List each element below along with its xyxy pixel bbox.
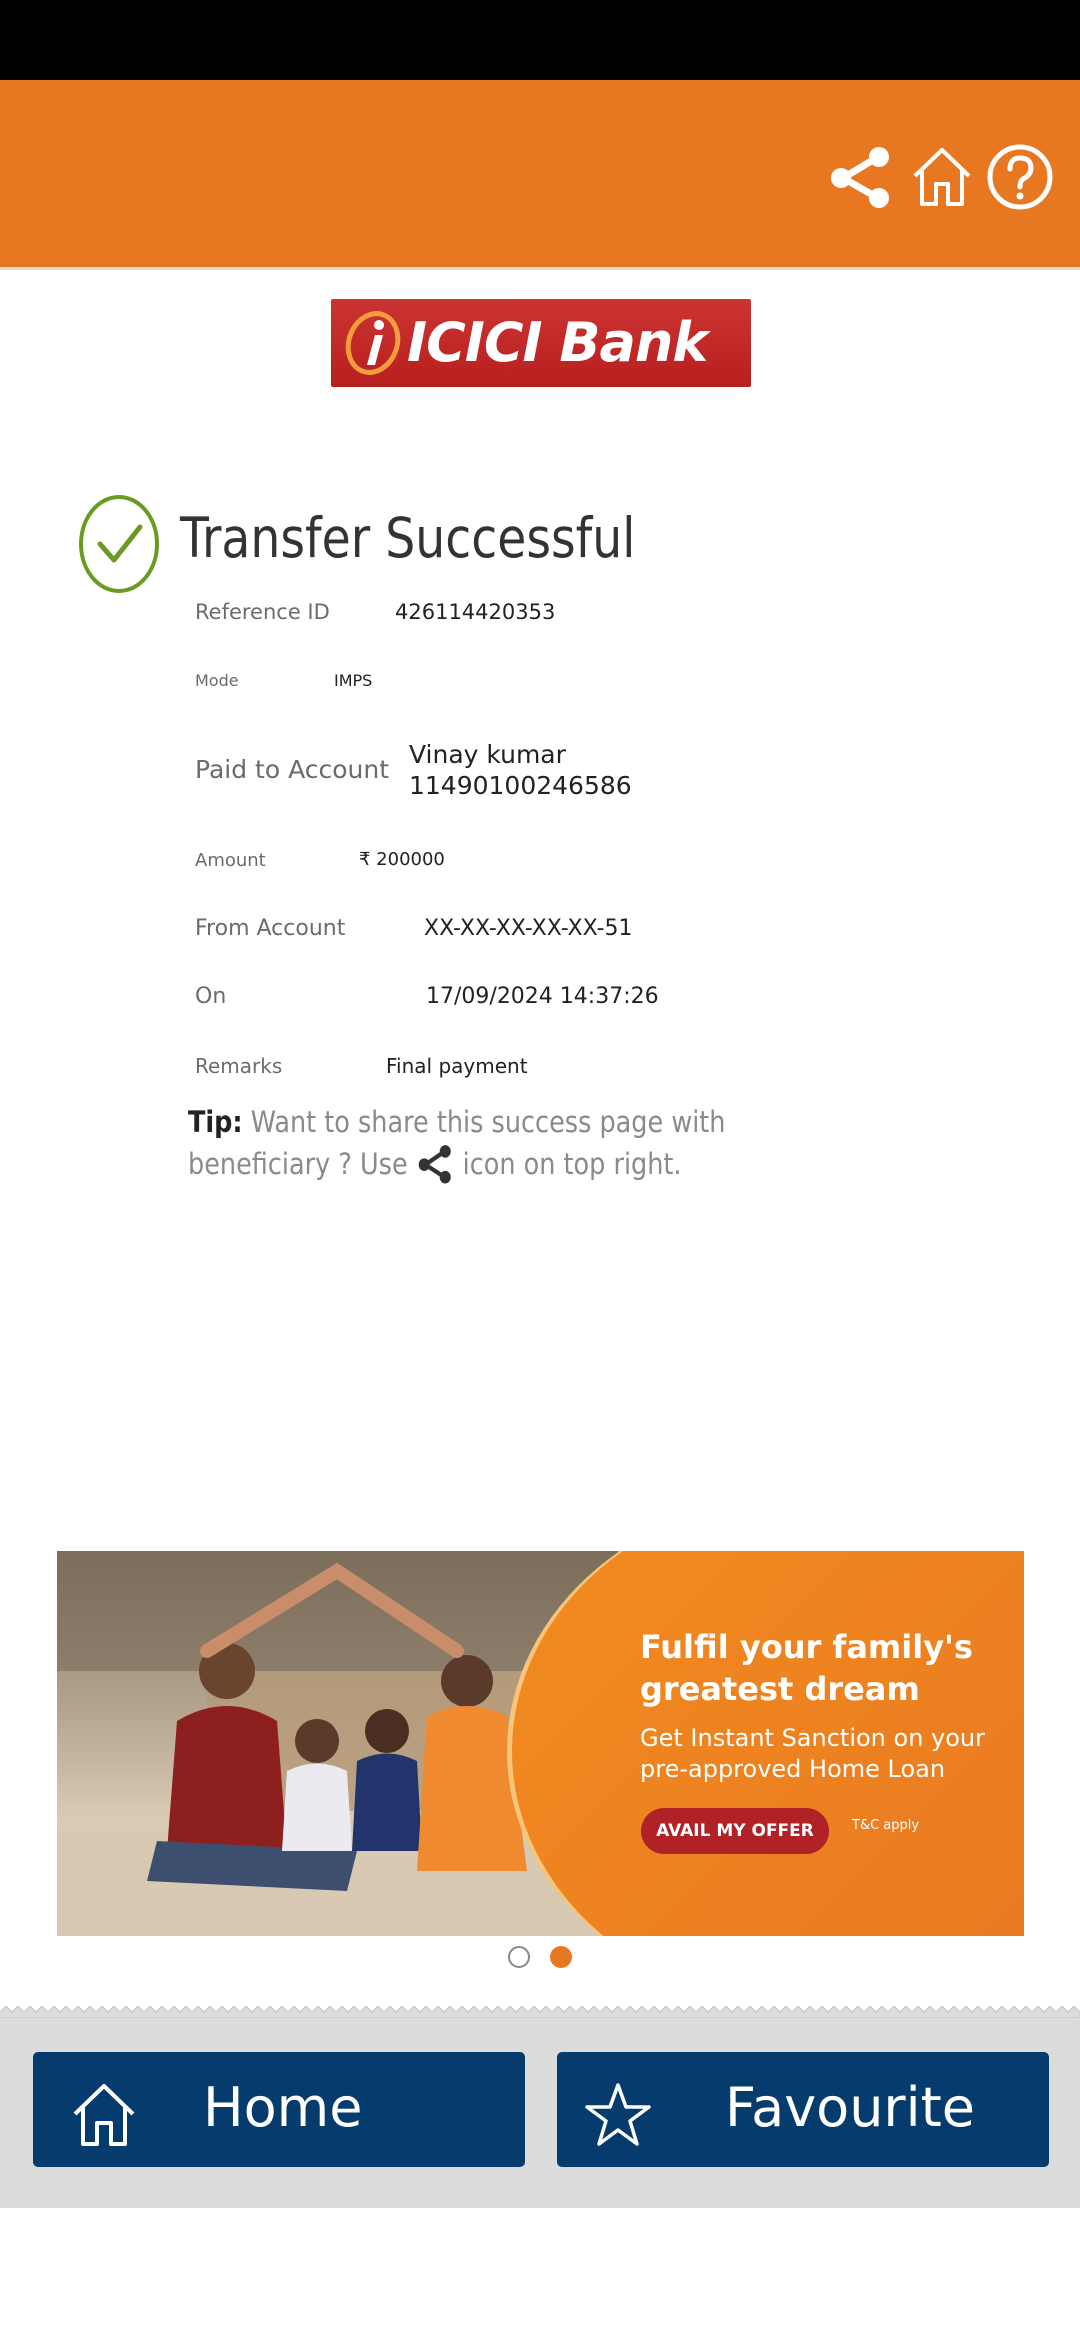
share-icon [416, 1142, 455, 1186]
share-tip [188, 1102, 726, 1186]
footer-zigzag [0, 2006, 1080, 2018]
banner-title [640, 1626, 973, 1710]
tip-line-1: Want to share this success page with [242, 1105, 726, 1139]
mode-label: Mode [195, 671, 239, 690]
paid-to-account: 11490100246586 [409, 771, 632, 800]
carousel-dot-2[interactable] [550, 1946, 572, 1968]
app-header [0, 80, 1080, 270]
home-icon[interactable] [907, 142, 977, 212]
banner-title-line-1: Fulfil your family's [640, 1628, 973, 1666]
tip-line-2a: beneficiary ? Use [188, 1147, 416, 1181]
date-label: On [195, 984, 227, 1009]
amount-label: Amount [195, 850, 266, 871]
avail-offer-button[interactable]: AVAIL MY OFFER [641, 1808, 829, 1854]
help-icon[interactable] [985, 142, 1055, 212]
remarks-label: Remarks [195, 1054, 283, 1078]
from-account-label: From Account [195, 916, 346, 941]
amount-value: ₹ 200000 [359, 849, 445, 870]
paid-to-name: Vinay kumar [409, 740, 566, 769]
banner-title-line-2: greatest dream [640, 1670, 920, 1708]
share-icon[interactable] [826, 142, 896, 212]
banner-sub-line-1: Get Instant Sanction on your [640, 1724, 985, 1752]
icici-logo-icon [345, 309, 401, 377]
mode-value: IMPS [334, 671, 373, 690]
paid-to-label: Paid to Account [195, 755, 390, 784]
banner-subtitle [640, 1723, 985, 1785]
tip-prefix: Tip: [188, 1105, 243, 1139]
favourite-button-label: Favourite [725, 2076, 976, 2139]
banner-sub-line-2: pre-approved Home Loan [640, 1755, 946, 1783]
favourite-button[interactable] [557, 2052, 1049, 2167]
home-button[interactable] [33, 2052, 525, 2167]
remarks-value: Final payment [386, 1054, 528, 1078]
reference-id-label: Reference ID [195, 600, 330, 624]
home-icon [69, 2080, 139, 2150]
success-check-icon [78, 494, 160, 594]
carousel-dot-1[interactable] [508, 1946, 530, 1968]
icici-bank-logo [331, 299, 751, 387]
logo-text: ICICI Bank [407, 311, 708, 374]
status-bar [0, 0, 1080, 80]
date-value: 17/09/2024 14:37:26 [426, 984, 659, 1009]
tip-line-2b: icon on top right. [454, 1147, 682, 1181]
reference-id-value: 426114420353 [395, 600, 556, 624]
banner-tc-text: T&C apply [852, 1818, 920, 1833]
home-loan-banner[interactable] [57, 1551, 1024, 1936]
page-title: Transfer Successful [180, 506, 636, 570]
home-button-label: Home [203, 2076, 363, 2139]
star-icon [583, 2080, 653, 2150]
from-account-value: XX-XX-XX-XX-XX-51 [424, 916, 633, 941]
